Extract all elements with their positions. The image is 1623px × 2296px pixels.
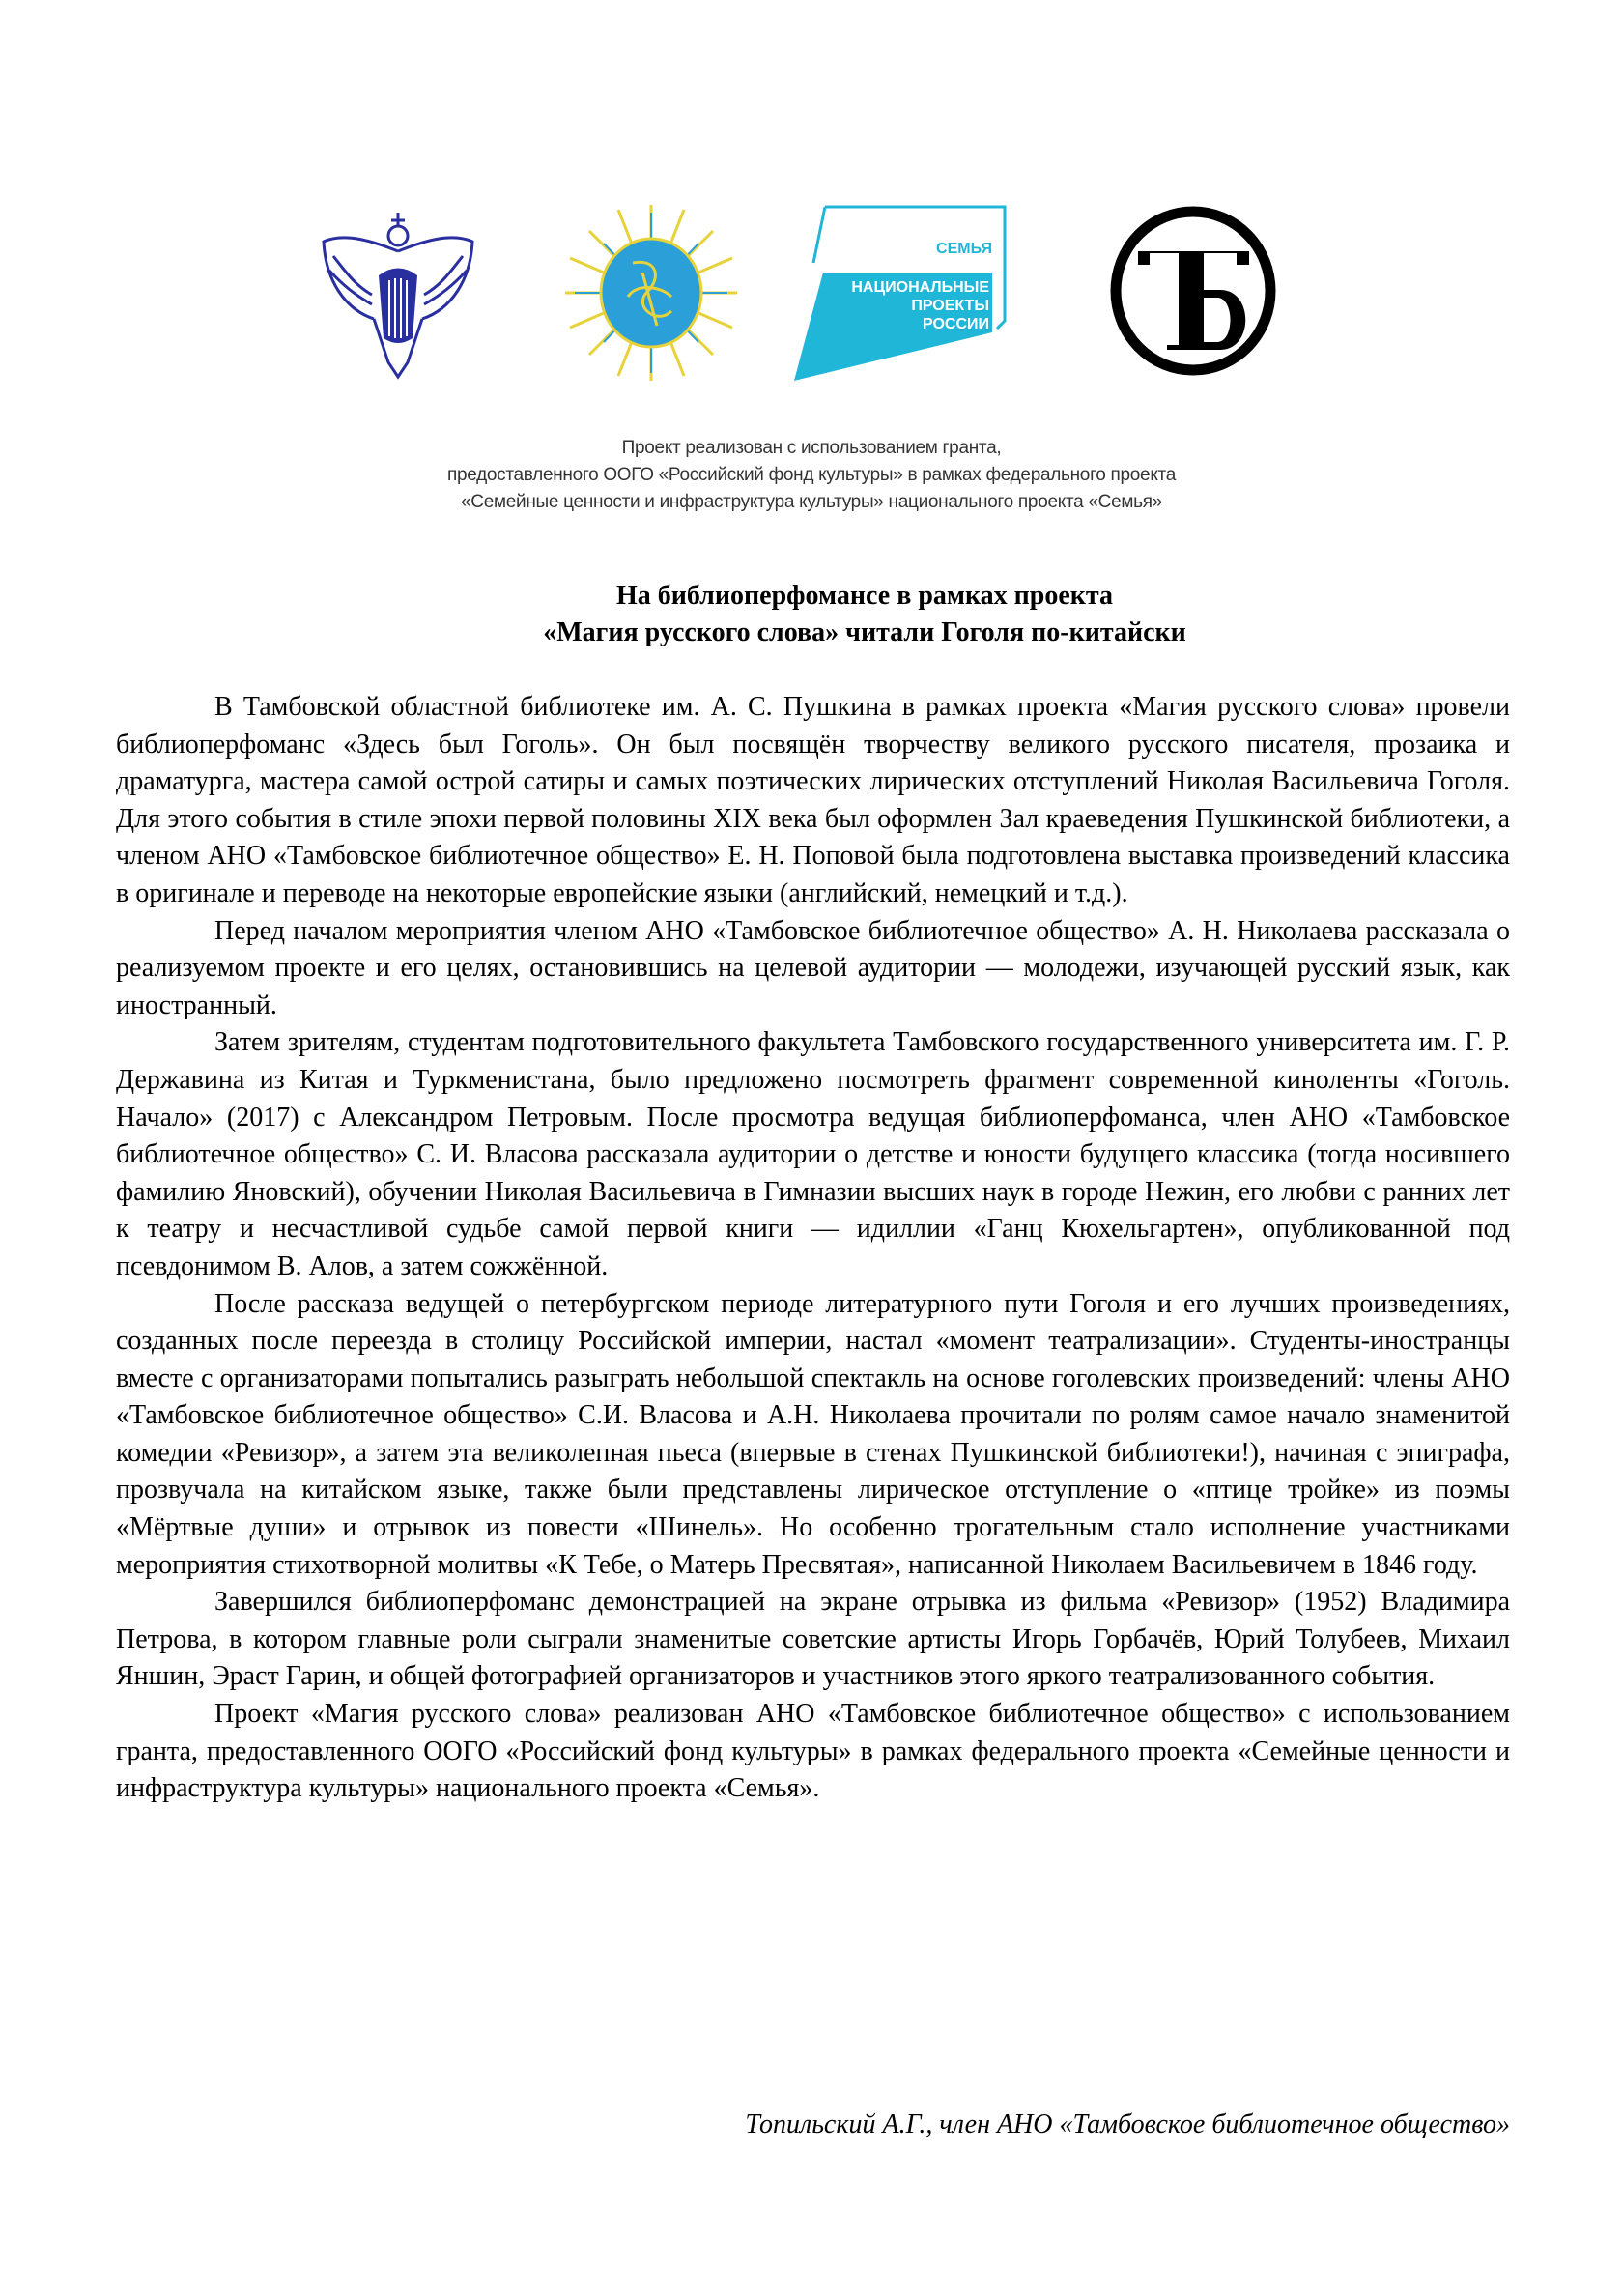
paragraph: Завершился библиоперфоманс демонстрацией на экране отрывка из фильма «Ревизор» (1952) Владимира Петрова, в котором главные роли сыграли знаменитые советские артисты Игорь Горбачёв, Юрий Толубеев, Михаил Яншин, Эраст Гарин, и общей фотографией организаторов и участников этого яркого театрализованного события. xyxy=(116,1587,1510,1692)
logo-text-russia: РОССИИ xyxy=(922,316,989,332)
logo-text-family: СЕМЬЯ xyxy=(936,241,992,257)
paragraph: Перед началом мероприятия членом АНО «Тамбовское библиотечное общество» А. Н. Николаева рассказала о реализуемом проекте и его целях, остановившись на целевой аудитории — молодежи, изучающей русский язык, как иностранный. xyxy=(116,915,1510,1020)
paragraph: Затем зрителям, студентам подготовительного факультета Тамбовского государственного университета им. Г. Р. Державина из Китая и Туркменистана, было предложено посмотреть фрагмент современной киноленты «Гоголь. Начало» (2017) с Александром Петровым. После просмотра ведущая библиоперфоманса, член АНО «Тамбовское библиотечное общество» С. И. Власова рассказала аудитории о детстве и юности будущего классика (тогда носившего фамилию Яновский), обучении Николая Васильевича в Гимназии высших наук в городе Нежин, его любви с ранних лет к театру и несчастливой судьбе самой первой книги — идиллии «Ганц Кюхельгартен», опубликованной под псевдонимом В. Алов, а затем сожжённой. xyxy=(116,1027,1510,1281)
article-title xyxy=(367,578,1362,651)
russian-culture-fund-logo xyxy=(565,205,737,381)
ministry-of-culture-eagle-logo xyxy=(316,203,480,382)
title-line: На библиоперфомансе в рамках проекта xyxy=(615,581,1114,611)
paragraph: В Тамбовской областной библиотеке им. А. С. Пушкина в рамках проекта «Магия русского слова» провели библиоперфоманс «Здесь был Гоголь». Он был посвящён творчеству великого русского писателя, прозаика и драматурга, мастера самой острой сатиры и самых поэтических лирических отступлений Николая Васильевича Гоголя. Для этого события в стиле эпохи первой половины XIX века был оформлен Зал краеведения Пушкинской библиотеки, а членом АНО «Тамбовское библиотечное общество» Е. Н. Поповой была подготовлена выставка произведений классика в оригинале и переводе на некоторые европейские языки (английский, немецкий и т.д.). xyxy=(116,692,1510,908)
grant-note-line: «Семейные ценности и инфраструктура культуры» национального проекта «Семья» xyxy=(461,492,1162,512)
national-projects-family-logo xyxy=(794,205,1007,383)
logo-text-projects: ПРОЕКТЫ xyxy=(911,298,989,314)
paragraph: Проект «Магия русского слова» реализован АНО «Тамбовское библиотечное общество» с использованием гранта, предоставленного ООГО «Российский фонд культуры» в рамках федерального проекта «Семейные ценности и инфраструктура культуры» национального проекта «Семья». xyxy=(116,1699,1510,1804)
grant-note xyxy=(0,435,1623,516)
paragraph: После рассказа ведущей о петербургском периоде литературного пути Гоголя и его лучших произведениях, созданных после переезда в столицу Российской империи, настал «момент театрализации». Студенты-иностранцы вместе с организаторами попытались разыграть небольшой спектакль на основе гоголевских произведений: члены АНО «Тамбовское библиотечное общество» С.И. Власова и А.Н. Николаева прочитали по ролям самое начало знаменитой комедии «Ревизор», а затем эта великолепная пьеса (впервые в стенах Пушкинской библиотеки!), начиная с эпиграфа, прозвучала на китайском языке, также были представлены лирическое отступление о «птице тройке» из поэмы «Мёртвые души» и отрывок из повести «Шинель». Но особенно трогательным стало исполнение участниками мероприятия стихотворной молитвы «К Тебе, о Матерь Пресвятая», написанной Николаем Васильевичем в 1846 году. xyxy=(116,1288,1510,1580)
author-signature: Топильский А.Г., член АНО «Тамбовское библиотечное общество» xyxy=(745,2109,1510,2139)
article-body xyxy=(116,689,1510,1808)
tambov-library-society-logo xyxy=(1109,205,1278,377)
title-line: «Магия русского слова» читали Гоголя по-китайски xyxy=(543,617,1186,647)
grant-note-line: предоставленного ООГО «Российский фонд культуры» в рамках федерального проекта xyxy=(446,465,1176,485)
logo-text-national: НАЦИОНАЛЬНЫЕ xyxy=(851,279,989,296)
grant-note-line: Проект реализован с использованием гранта, xyxy=(621,438,1002,458)
